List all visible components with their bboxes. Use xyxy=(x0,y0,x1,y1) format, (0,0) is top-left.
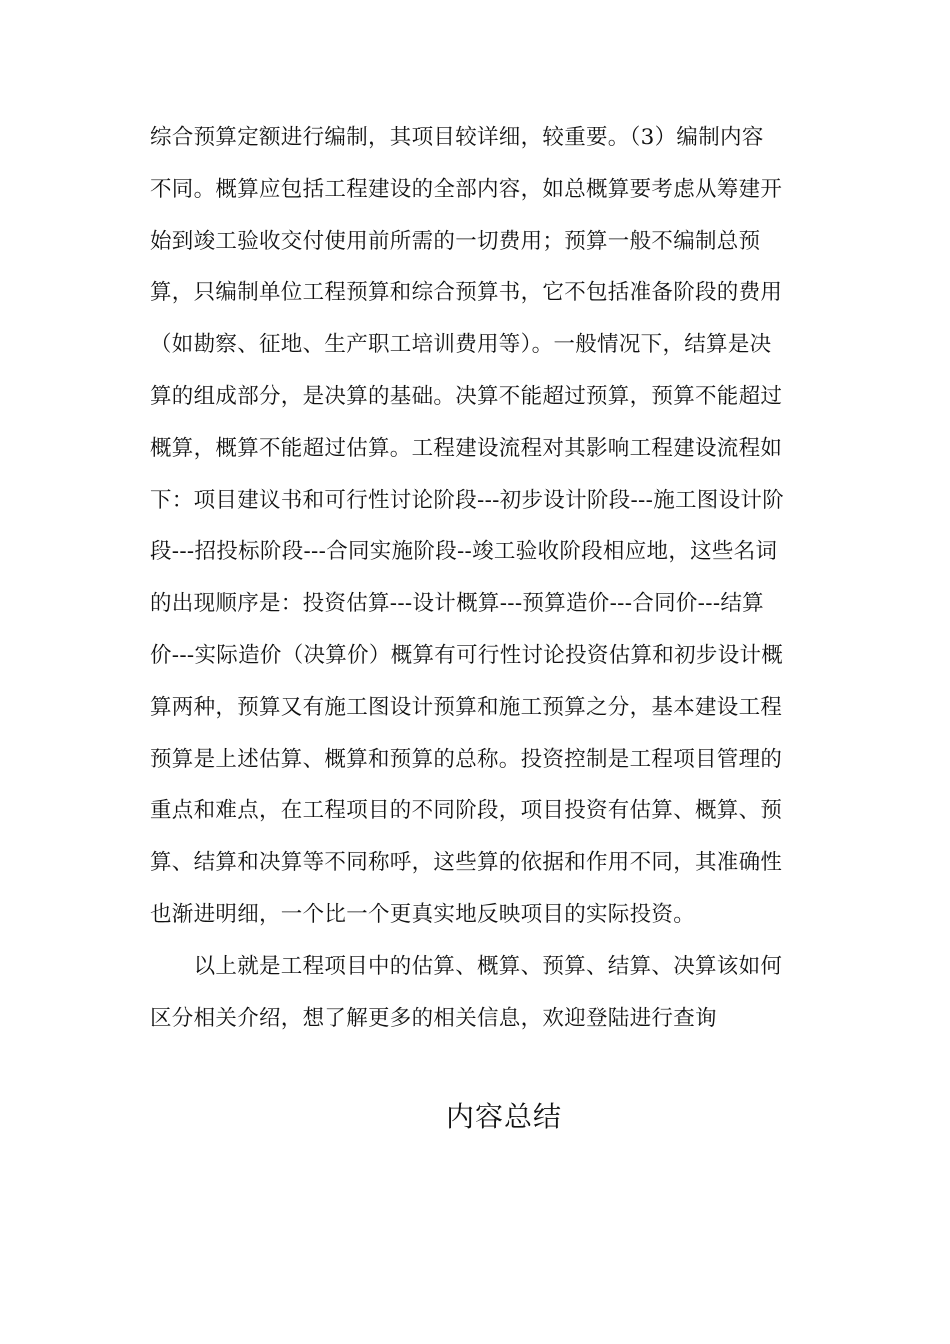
text-line: 以上就是工程项目中的估算、概算、预算、结算、决算该如何 xyxy=(150,953,783,979)
text-line: 预算是上述估算、概算和预算的总称。投资控制是工程项目管理的 xyxy=(150,746,783,772)
text-line: 也渐进明细，一个比一个更真实地反映项目的实际投资。 xyxy=(150,901,696,927)
text-line: 算，只编制单位工程预算和综合预算书，它不包括准备阶段的费用 xyxy=(150,280,783,306)
text-line: 的出现顺序是：投资估算---设计概算---预算造价---合同价---结算 xyxy=(150,591,764,617)
text-line: 价---实际造价（决算价）概算有可行性讨论投资估算和初步设计概 xyxy=(150,642,784,668)
summary-heading: 内容总结 xyxy=(445,1100,562,1133)
text-line: 重点和难点，在工程项目的不同阶段，项目投资有估算、概算、预 xyxy=(150,798,783,824)
text-line: （如勘察、征地、生产职工培训费用等）。一般情况下，结算是决 xyxy=(150,332,772,358)
text-line: 概算，概算不能超过估算。工程建设流程对其影响工程建设流程如 xyxy=(150,435,783,461)
text-line: 综合预算定额进行编制，其项目较详细，较重要。（3）编制内容 xyxy=(150,125,764,150)
body-text xyxy=(150,112,810,1044)
text-line: 段---招投标阶段---合同实施阶段--竣工验收阶段相应地，这些名词 xyxy=(150,539,778,565)
text-line: 不同。概算应包括工程建设的全部内容，如总概算要考虑从筹建开 xyxy=(150,176,783,202)
text-line: 区分相关介绍，想了解更多的相关信息，欢迎登陆进行查询 xyxy=(150,1005,717,1031)
text-line: 始到竣工验收交付使用前所需的一切费用；预算一般不编制总预 xyxy=(150,228,761,254)
text-line: 算、结算和决算等不同称呼，这些算的依据和作用不同，其准确性 xyxy=(150,850,783,876)
text-line: 算的组成部分，是决算的基础。决算不能超过预算，预算不能超过 xyxy=(150,383,783,409)
text-line: 算两种，预算又有施工图设计预算和施工预算之分，基本建设工程 xyxy=(150,694,783,720)
text-line: 下：项目建议书和可行性讨论阶段---初步设计阶段---施工图设计阶 xyxy=(150,487,784,513)
